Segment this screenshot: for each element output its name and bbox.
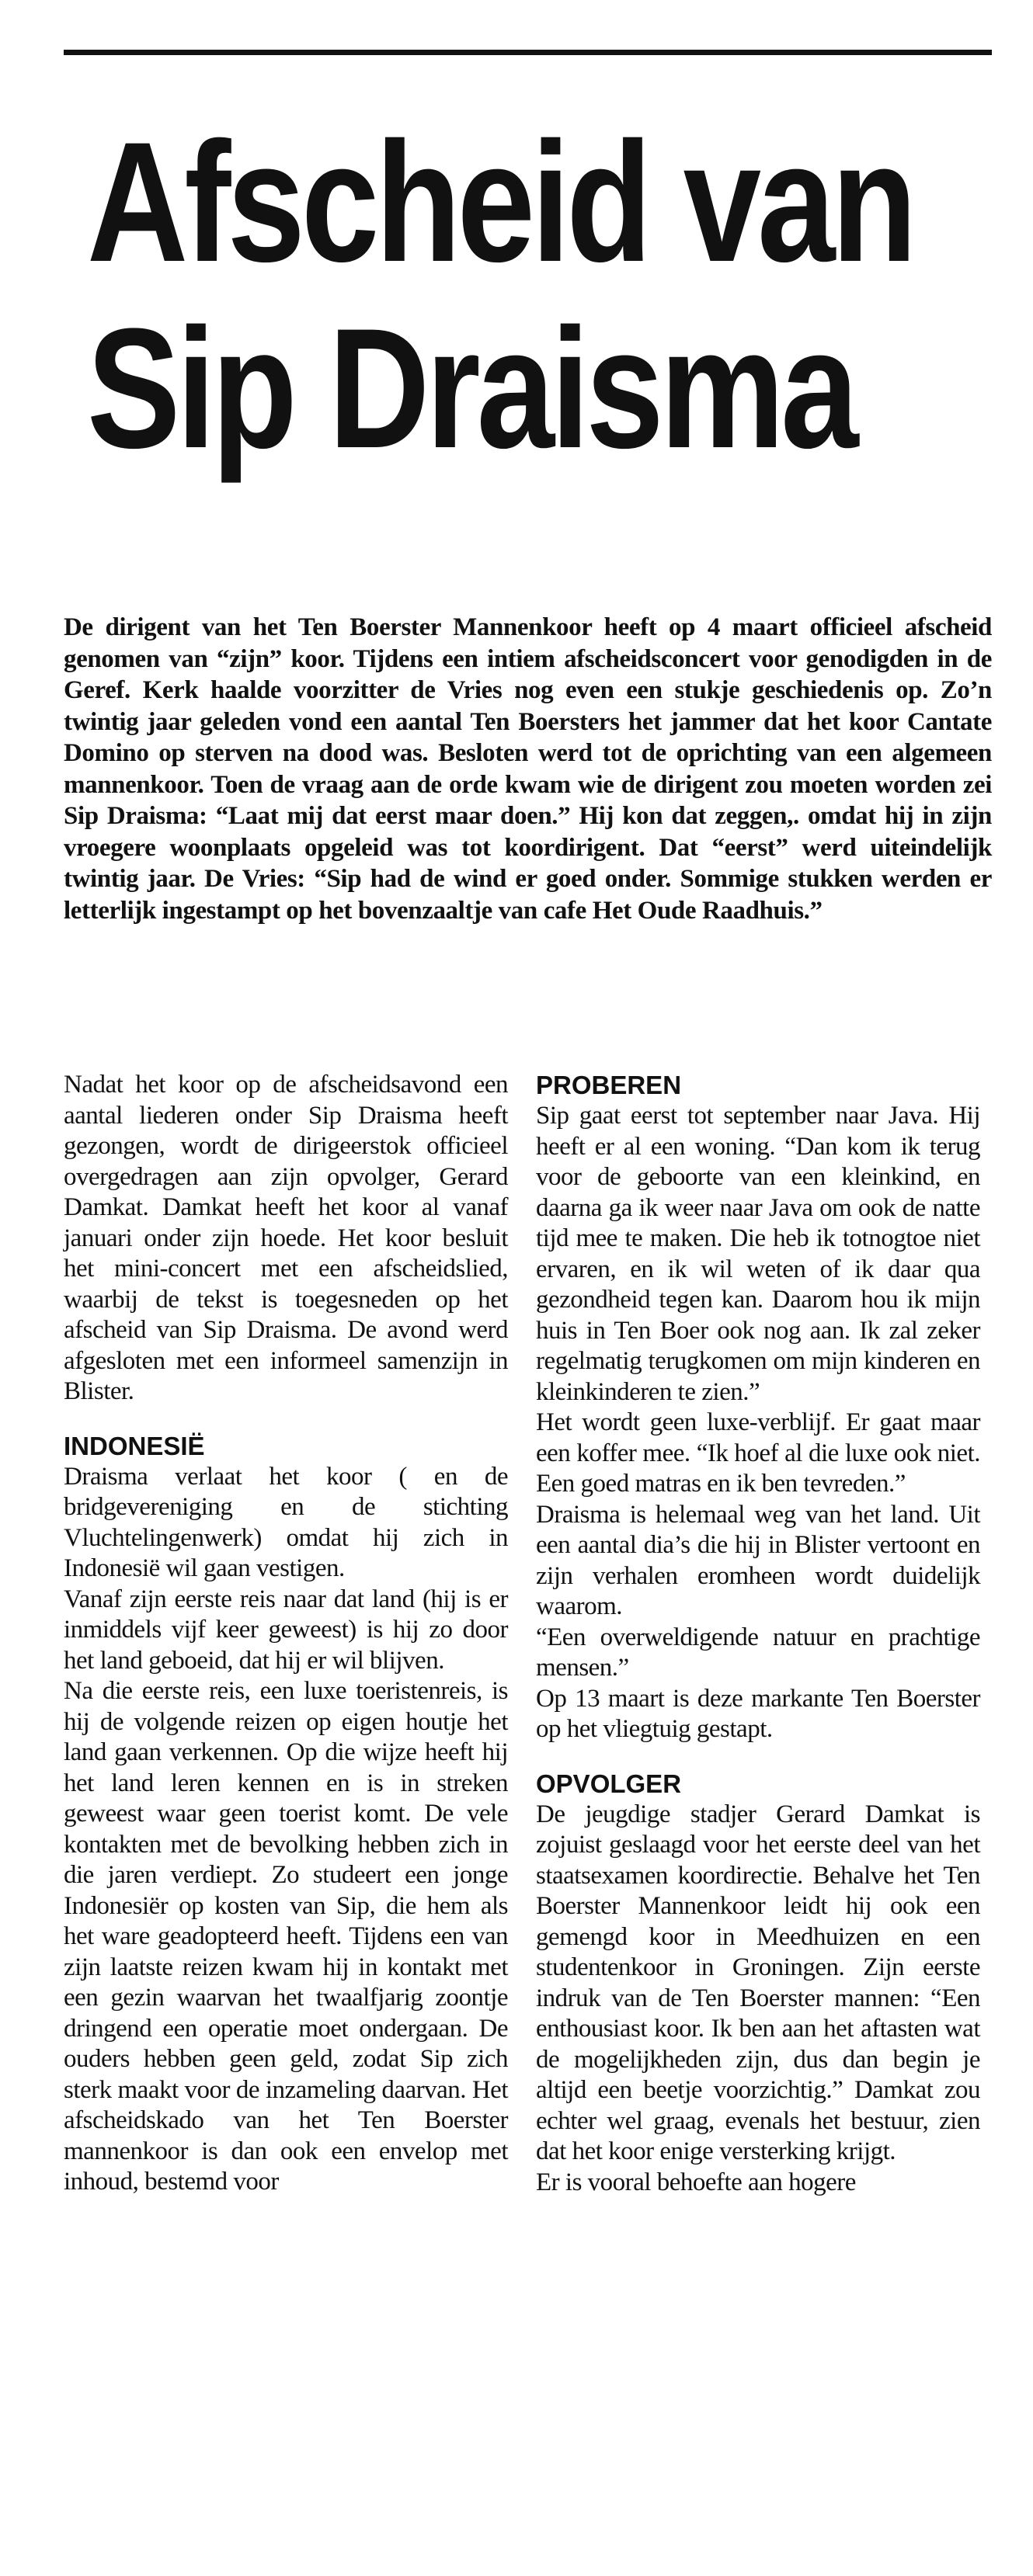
intro-paragraph: De dirigent van het Ten Boerster Mannenkoor heeft op 4 maart officieel afscheid genomen van “zijn” koor. Tijdens een intiem afscheidsconcert voor genodigden in de Geref. Kerk haalde voorzitter de Vries nog even een stukje geschiedenis op. Zo’n twintig jaar geleden vond een aantal Ten Boersters het jammer dat het koor Cantate Domino op sterven na dood was. Besloten werd tot de oprichting van een algemeen mannenkoor. Toen de vraag aan de orde kwam wie de dirigent zou moeten worden zei Sip Draisma: “Laat mij dat eerst maar doen.” Hij kon dat zeggen,. omdat hij in zijn vroegere woonplaats opgeleid was tot koordirigent. Dat “eerst” werd uiteindelijk twintig jaar. De Vries: “Sip had de wind er goed onder. Sommige stukken werden er letterlijk ingestampt op het bovenzaaltje van cafe Het Oude Raadhuis.”: [64, 613, 992, 925]
body-paragraph: Draisma verlaat het koor ( en de bridgevereniging en de stichting Vluchtelingenwerk) omdat hij zich in Indonesië wil gaan vestigen.: [64, 1462, 508, 1582]
body-paragraph: Het wordt geen luxe-verblijf. Er gaat maar een koffer mee. “Ik hoef al die luxe ook niet. Een goed matras en ik ben tevreden.”: [536, 1408, 980, 1498]
section-heading-indonesie: INDONESIË: [64, 1431, 205, 1460]
body-paragraph: Nadat het koor op de afscheidsavond een aantal liederen onder Sip Draisma heeft gezongen, wordt de dirigeerstok officieel overgedragen aan zijn opvolger, Gerard Damkat. Damkat heeft het koor al vanaf januari onder zijn hoede. Het koor besluit het mini-concert met een afscheidslied, waarbij de tekst is toegesneden op het afscheid van Sip Draisma. De avond werd afgesloten met een informeel samenzijn in Blister.: [64, 1071, 508, 1405]
headline-line-1: Afscheid van: [87, 106, 913, 297]
right-column: [536, 1070, 980, 2198]
top-rule: [64, 50, 992, 55]
body-paragraph: Draisma is helemaal weg van het land. Uit een aantal dia’s die hij in Blister vertoont en zijn verhalen eromheen wordt duidelijk waarom.: [536, 1500, 980, 1620]
body-paragraph: “Een overweldigende natuur en prachtige mensen.”: [536, 1623, 980, 1682]
headline: [87, 106, 913, 484]
body-paragraph: Er is vooral behoefte aan hogere: [536, 2168, 856, 2196]
headline-line-2: Sip Draisma: [87, 293, 855, 484]
body-paragraph: Sip gaat eerst tot september naar Java. Hij heeft er al een woning. “Dan kom ik terug voor de geboorte van een kleinkind, en daarna ga ik weer naar Java om ook de natte tijd mee te maken. Die heb ik totnogtoe niet ervaren, en ik wil weten of ik daar qua gezondheid tegen kan. Daarom hou ik mijn huis in Ten Boer ook nog aan. Ik zal zeker regelmatig terugkomen om mijn kinderen en kleinkinderen te zien.”: [536, 1102, 980, 1406]
body-paragraph: Na die eerste reis, een luxe toeristenreis, is hij de volgende reizen op eigen houtje het land gaan verkennen. Op die wijze heeft hij het land leren kennen en is in streken geweest waar geen toerist komt. De vele kontakten met de bevolking hebben zich in die jaren verdiept. Zo studeert een jonge Indonesiër op kosten van Sip, die hem als het ware geadopteerd heeft. Tijdens een van zijn laatste reizen kwam hij in kontakt met een gezin waarvan het twaalfjarig zoontje dringend een operatie moet ondergaan. De ouders hebben geen geld, zodat Sip zich sterk maakt voor de inzameling daarvan. Het afscheidskado van het Ten Boerster mannenkoor is dan ook een envelop met inhoud, bestemd voor: [64, 1677, 508, 2196]
section-heading-opvolger: OPVOLGER: [536, 1769, 682, 1798]
body-paragraph: Vanaf zijn eerste reis naar dat land (hij is er inmiddels vijf keer geweest) is hij zo door het land geboeid, dat hij er wil blijven.: [64, 1585, 508, 1675]
body-paragraph: De jeugdige stadjer Gerard Damkat is zojuist geslaagd voor het eerste deel van het staatsexamen koordirectie. Behalve het Ten Boerster Mannenkoor leidt hij ook een gemengd koor in Meedhuizen en een studentenkoor in Groningen. Zijn eerste indruk van de Ten Boerster mannen: “Een enthousiast koor. Ik ben aan het aftasten wat de mogelijkheden zijn, dus dan begin je altijd een beetje voorzichtig.” Damkat zou echter wel graag, evenals het bestuur, zien dat het koor enige versterking krijgt.: [536, 1800, 980, 2165]
body-paragraph: Op 13 maart is deze markante Ten Boerster op het vliegtuig gestapt.: [536, 1684, 980, 1743]
left-column: [64, 1070, 508, 2198]
section-heading-proberen: PROBEREN: [536, 1071, 682, 1099]
